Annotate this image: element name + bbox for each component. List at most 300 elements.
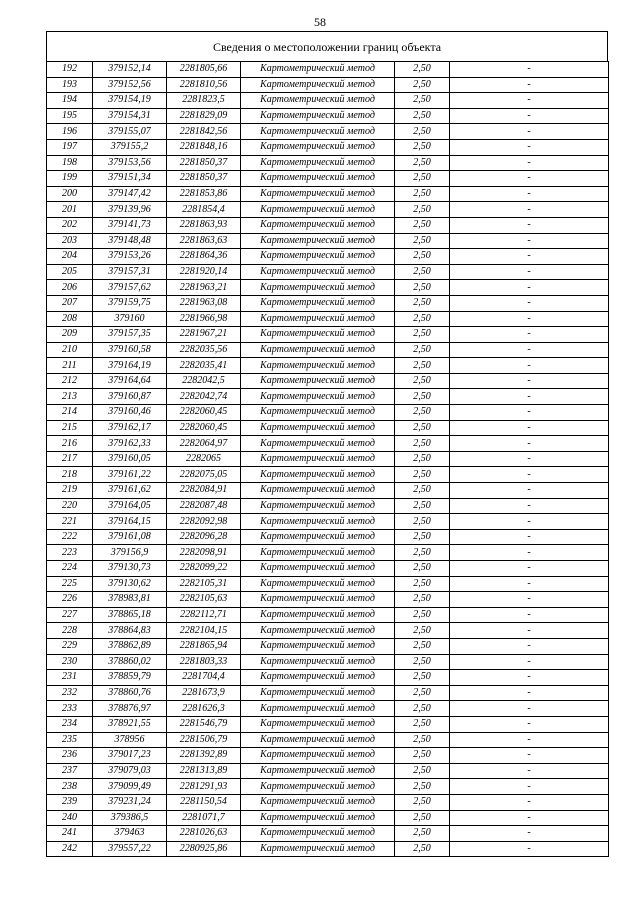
x-coordinate-cell: 379079,03 xyxy=(93,763,167,779)
description-cell: - xyxy=(450,342,609,358)
method-cell: Картометрический метод xyxy=(241,841,395,857)
method-cell: Картометрический метод xyxy=(241,623,395,639)
method-cell: Картометрический метод xyxy=(241,592,395,608)
accuracy-cell: 2,50 xyxy=(395,280,450,296)
accuracy-cell: 2,50 xyxy=(395,373,450,389)
accuracy-cell: 2,50 xyxy=(395,685,450,701)
accuracy-cell: 2,50 xyxy=(395,186,450,202)
y-coordinate-cell: 2281313,89 xyxy=(167,763,241,779)
table-row xyxy=(47,327,609,343)
table-row xyxy=(47,93,609,109)
point-number-cell: 217 xyxy=(47,451,93,467)
x-coordinate-cell: 379160,58 xyxy=(93,342,167,358)
accuracy-cell: 2,50 xyxy=(395,108,450,124)
x-coordinate-cell: 379160,87 xyxy=(93,389,167,405)
table-row xyxy=(47,420,609,436)
y-coordinate-cell: 2281863,63 xyxy=(167,233,241,249)
x-coordinate-cell: 379160,05 xyxy=(93,451,167,467)
x-coordinate-cell: 378983,81 xyxy=(93,592,167,608)
method-cell: Картометрический метод xyxy=(241,139,395,155)
description-cell: - xyxy=(450,654,609,670)
table-row xyxy=(47,545,609,561)
y-coordinate-cell: 2282042,74 xyxy=(167,389,241,405)
description-cell: - xyxy=(450,373,609,389)
point-number-cell: 207 xyxy=(47,295,93,311)
point-number-cell: 213 xyxy=(47,389,93,405)
x-coordinate-cell: 378864,83 xyxy=(93,623,167,639)
table-row xyxy=(47,638,609,654)
accuracy-cell: 2,50 xyxy=(395,670,450,686)
method-cell: Картометрический метод xyxy=(241,77,395,93)
point-number-cell: 196 xyxy=(47,124,93,140)
method-cell: Картометрический метод xyxy=(241,280,395,296)
point-number-cell: 241 xyxy=(47,826,93,842)
table-row xyxy=(47,295,609,311)
y-coordinate-cell: 2281626,3 xyxy=(167,701,241,717)
x-coordinate-cell: 378859,79 xyxy=(93,670,167,686)
point-number-cell: 222 xyxy=(47,529,93,545)
description-cell: - xyxy=(450,607,609,623)
description-cell: - xyxy=(450,561,609,577)
accuracy-cell: 2,50 xyxy=(395,327,450,343)
accuracy-cell: 2,50 xyxy=(395,763,450,779)
point-number-cell: 225 xyxy=(47,576,93,592)
table-row xyxy=(47,623,609,639)
description-cell: - xyxy=(450,483,609,499)
method-cell: Картометрический метод xyxy=(241,436,395,452)
y-coordinate-cell: 2281392,89 xyxy=(167,748,241,764)
method-cell: Картометрический метод xyxy=(241,342,395,358)
x-coordinate-cell: 379160,46 xyxy=(93,405,167,421)
x-coordinate-cell: 379164,05 xyxy=(93,498,167,514)
point-number-cell: 212 xyxy=(47,373,93,389)
table-row xyxy=(47,155,609,171)
description-cell: - xyxy=(450,763,609,779)
x-coordinate-cell: 378876,97 xyxy=(93,701,167,717)
point-number-cell: 223 xyxy=(47,545,93,561)
description-cell: - xyxy=(450,436,609,452)
accuracy-cell: 2,50 xyxy=(395,529,450,545)
description-cell: - xyxy=(450,701,609,717)
table-row xyxy=(47,779,609,795)
description-cell: - xyxy=(450,670,609,686)
x-coordinate-cell: 379463 xyxy=(93,826,167,842)
y-coordinate-cell: 2281854,4 xyxy=(167,202,241,218)
y-coordinate-cell: 2282064,97 xyxy=(167,436,241,452)
y-coordinate-cell: 2281546,79 xyxy=(167,716,241,732)
point-number-cell: 200 xyxy=(47,186,93,202)
point-number-cell: 239 xyxy=(47,794,93,810)
description-cell: - xyxy=(450,810,609,826)
method-cell: Картометрический метод xyxy=(241,420,395,436)
table-row xyxy=(47,451,609,467)
point-number-cell: 211 xyxy=(47,358,93,374)
description-cell: - xyxy=(450,249,609,265)
method-cell: Картометрический метод xyxy=(241,217,395,233)
method-cell: Картометрический метод xyxy=(241,716,395,732)
method-cell: Картометрический метод xyxy=(241,233,395,249)
y-coordinate-cell: 2282075,05 xyxy=(167,467,241,483)
accuracy-cell: 2,50 xyxy=(395,77,450,93)
x-coordinate-cell: 379231,24 xyxy=(93,794,167,810)
y-coordinate-cell: 2282099,22 xyxy=(167,561,241,577)
description-cell: - xyxy=(450,327,609,343)
section-title: Сведения о местоположении границ объекта xyxy=(46,31,608,61)
y-coordinate-cell: 2282087,48 xyxy=(167,498,241,514)
method-cell: Картометрический метод xyxy=(241,779,395,795)
table-row xyxy=(47,108,609,124)
point-number-cell: 235 xyxy=(47,732,93,748)
x-coordinate-cell: 379154,31 xyxy=(93,108,167,124)
accuracy-cell: 2,50 xyxy=(395,155,450,171)
accuracy-cell: 2,50 xyxy=(395,389,450,405)
method-cell: Картометрический метод xyxy=(241,498,395,514)
table-row xyxy=(47,576,609,592)
description-cell: - xyxy=(450,233,609,249)
accuracy-cell: 2,50 xyxy=(395,716,450,732)
description-cell: - xyxy=(450,638,609,654)
x-coordinate-cell: 378862,89 xyxy=(93,638,167,654)
y-coordinate-cell: 2280925,86 xyxy=(167,841,241,857)
point-number-cell: 204 xyxy=(47,249,93,265)
boundary-table-section xyxy=(46,31,608,857)
y-coordinate-cell: 2281829,09 xyxy=(167,108,241,124)
accuracy-cell: 2,50 xyxy=(395,810,450,826)
point-number-cell: 208 xyxy=(47,311,93,327)
accuracy-cell: 2,50 xyxy=(395,623,450,639)
table-row xyxy=(47,607,609,623)
point-number-cell: 192 xyxy=(47,62,93,78)
point-number-cell: 233 xyxy=(47,701,93,717)
y-coordinate-cell: 2281853,86 xyxy=(167,186,241,202)
description-cell: - xyxy=(450,420,609,436)
accuracy-cell: 2,50 xyxy=(395,202,450,218)
point-number-cell: 214 xyxy=(47,405,93,421)
table-row xyxy=(47,358,609,374)
x-coordinate-cell: 379154,19 xyxy=(93,93,167,109)
accuracy-cell: 2,50 xyxy=(395,498,450,514)
y-coordinate-cell: 2281850,37 xyxy=(167,171,241,187)
accuracy-cell: 2,50 xyxy=(395,483,450,499)
table-row xyxy=(47,405,609,421)
page-number: 58 xyxy=(314,15,326,29)
description-cell: - xyxy=(450,77,609,93)
accuracy-cell: 2,50 xyxy=(395,436,450,452)
accuracy-cell: 2,50 xyxy=(395,171,450,187)
method-cell: Картометрический метод xyxy=(241,295,395,311)
point-number-cell: 220 xyxy=(47,498,93,514)
point-number-cell: 198 xyxy=(47,155,93,171)
y-coordinate-cell: 2281850,37 xyxy=(167,155,241,171)
table-row xyxy=(47,139,609,155)
table-row xyxy=(47,514,609,530)
description-cell: - xyxy=(450,685,609,701)
accuracy-cell: 2,50 xyxy=(395,420,450,436)
table-row xyxy=(47,342,609,358)
method-cell: Картометрический метод xyxy=(241,264,395,280)
method-cell: Картометрический метод xyxy=(241,186,395,202)
description-cell: - xyxy=(450,467,609,483)
description-cell: - xyxy=(450,514,609,530)
y-coordinate-cell: 2281150,54 xyxy=(167,794,241,810)
x-coordinate-cell: 379159,75 xyxy=(93,295,167,311)
method-cell: Картометрический метод xyxy=(241,748,395,764)
method-cell: Картометрический метод xyxy=(241,638,395,654)
x-coordinate-cell: 379147,42 xyxy=(93,186,167,202)
accuracy-cell: 2,50 xyxy=(395,561,450,577)
point-number-cell: 232 xyxy=(47,685,93,701)
method-cell: Картометрический метод xyxy=(241,405,395,421)
x-coordinate-cell: 379164,64 xyxy=(93,373,167,389)
description-cell: - xyxy=(450,108,609,124)
y-coordinate-cell: 2281803,33 xyxy=(167,654,241,670)
x-coordinate-cell: 379155,2 xyxy=(93,139,167,155)
accuracy-cell: 2,50 xyxy=(395,779,450,795)
accuracy-cell: 2,50 xyxy=(395,217,450,233)
table-row xyxy=(47,389,609,405)
point-number-cell: 221 xyxy=(47,514,93,530)
description-cell: - xyxy=(450,748,609,764)
method-cell: Картометрический метод xyxy=(241,654,395,670)
table-row xyxy=(47,467,609,483)
table-row xyxy=(47,373,609,389)
method-cell: Картометрический метод xyxy=(241,311,395,327)
accuracy-cell: 2,50 xyxy=(395,826,450,842)
description-cell: - xyxy=(450,311,609,327)
method-cell: Картометрический метод xyxy=(241,529,395,545)
description-cell: - xyxy=(450,264,609,280)
method-cell: Картометрический метод xyxy=(241,124,395,140)
description-cell: - xyxy=(450,826,609,842)
y-coordinate-cell: 2281842,56 xyxy=(167,124,241,140)
accuracy-cell: 2,50 xyxy=(395,139,450,155)
point-number-cell: 231 xyxy=(47,670,93,686)
point-number-cell: 210 xyxy=(47,342,93,358)
accuracy-cell: 2,50 xyxy=(395,701,450,717)
x-coordinate-cell: 379155,07 xyxy=(93,124,167,140)
y-coordinate-cell: 2281704,4 xyxy=(167,670,241,686)
description-cell: - xyxy=(450,202,609,218)
method-cell: Картометрический метод xyxy=(241,327,395,343)
method-cell: Картометрический метод xyxy=(241,794,395,810)
y-coordinate-cell: 2282060,45 xyxy=(167,420,241,436)
description-cell: - xyxy=(450,124,609,140)
accuracy-cell: 2,50 xyxy=(395,451,450,467)
point-number-cell: 238 xyxy=(47,779,93,795)
method-cell: Картометрический метод xyxy=(241,467,395,483)
accuracy-cell: 2,50 xyxy=(395,124,450,140)
y-coordinate-cell: 2281506,79 xyxy=(167,732,241,748)
x-coordinate-cell: 378865,18 xyxy=(93,607,167,623)
table-row xyxy=(47,670,609,686)
method-cell: Картометрический метод xyxy=(241,810,395,826)
y-coordinate-cell: 2282084,91 xyxy=(167,483,241,499)
table-row xyxy=(47,732,609,748)
table-row xyxy=(47,77,609,93)
y-coordinate-cell: 2281291,93 xyxy=(167,779,241,795)
y-coordinate-cell: 2281963,08 xyxy=(167,295,241,311)
y-coordinate-cell: 2282096,28 xyxy=(167,529,241,545)
x-coordinate-cell: 379130,73 xyxy=(93,561,167,577)
table-row xyxy=(47,529,609,545)
table-row xyxy=(47,561,609,577)
table-row xyxy=(47,654,609,670)
point-number-cell: 226 xyxy=(47,592,93,608)
point-number-cell: 205 xyxy=(47,264,93,280)
x-coordinate-cell: 379157,62 xyxy=(93,280,167,296)
accuracy-cell: 2,50 xyxy=(395,638,450,654)
description-cell: - xyxy=(450,732,609,748)
accuracy-cell: 2,50 xyxy=(395,732,450,748)
point-number-cell: 229 xyxy=(47,638,93,654)
table-row xyxy=(47,280,609,296)
method-cell: Картометрический метод xyxy=(241,171,395,187)
point-number-cell: 242 xyxy=(47,841,93,857)
x-coordinate-cell: 379099,49 xyxy=(93,779,167,795)
description-cell: - xyxy=(450,389,609,405)
table-row xyxy=(47,716,609,732)
description-cell: - xyxy=(450,139,609,155)
x-coordinate-cell: 379148,48 xyxy=(93,233,167,249)
table-row xyxy=(47,826,609,842)
x-coordinate-cell: 379156,9 xyxy=(93,545,167,561)
y-coordinate-cell: 2282105,31 xyxy=(167,576,241,592)
point-number-cell: 218 xyxy=(47,467,93,483)
point-number-cell: 194 xyxy=(47,93,93,109)
x-coordinate-cell: 379161,08 xyxy=(93,529,167,545)
description-cell: - xyxy=(450,592,609,608)
accuracy-cell: 2,50 xyxy=(395,342,450,358)
point-number-cell: 230 xyxy=(47,654,93,670)
method-cell: Картометрический метод xyxy=(241,576,395,592)
accuracy-cell: 2,50 xyxy=(395,264,450,280)
point-number-cell: 228 xyxy=(47,623,93,639)
y-coordinate-cell: 2281864,36 xyxy=(167,249,241,265)
method-cell: Картометрический метод xyxy=(241,607,395,623)
x-coordinate-cell: 379153,56 xyxy=(93,155,167,171)
accuracy-cell: 2,50 xyxy=(395,233,450,249)
x-coordinate-cell: 379164,19 xyxy=(93,358,167,374)
x-coordinate-cell: 379130,62 xyxy=(93,576,167,592)
description-cell: - xyxy=(450,576,609,592)
method-cell: Картометрический метод xyxy=(241,451,395,467)
y-coordinate-cell: 2281967,21 xyxy=(167,327,241,343)
x-coordinate-cell: 379017,23 xyxy=(93,748,167,764)
method-cell: Картометрический метод xyxy=(241,155,395,171)
y-coordinate-cell: 2281071,7 xyxy=(167,810,241,826)
accuracy-cell: 2,50 xyxy=(395,514,450,530)
point-number-cell: 209 xyxy=(47,327,93,343)
method-cell: Картометрический метод xyxy=(241,561,395,577)
accuracy-cell: 2,50 xyxy=(395,794,450,810)
table-row xyxy=(47,810,609,826)
point-number-cell: 236 xyxy=(47,748,93,764)
table-row xyxy=(47,264,609,280)
accuracy-cell: 2,50 xyxy=(395,841,450,857)
accuracy-cell: 2,50 xyxy=(395,654,450,670)
accuracy-cell: 2,50 xyxy=(395,295,450,311)
description-cell: - xyxy=(450,529,609,545)
method-cell: Картометрический метод xyxy=(241,670,395,686)
point-number-cell: 195 xyxy=(47,108,93,124)
method-cell: Картометрический метод xyxy=(241,483,395,499)
y-coordinate-cell: 2281865,94 xyxy=(167,638,241,654)
method-cell: Картометрический метод xyxy=(241,202,395,218)
x-coordinate-cell: 379386,5 xyxy=(93,810,167,826)
method-cell: Картометрический метод xyxy=(241,514,395,530)
point-number-cell: 199 xyxy=(47,171,93,187)
method-cell: Картометрический метод xyxy=(241,701,395,717)
point-number-cell: 202 xyxy=(47,217,93,233)
accuracy-cell: 2,50 xyxy=(395,93,450,109)
method-cell: Картометрический метод xyxy=(241,93,395,109)
method-cell: Картометрический метод xyxy=(241,685,395,701)
x-coordinate-cell: 379161,22 xyxy=(93,467,167,483)
accuracy-cell: 2,50 xyxy=(395,62,450,78)
accuracy-cell: 2,50 xyxy=(395,607,450,623)
description-cell: - xyxy=(450,155,609,171)
y-coordinate-cell: 2281026,63 xyxy=(167,826,241,842)
method-cell: Картометрический метод xyxy=(241,373,395,389)
point-number-cell: 203 xyxy=(47,233,93,249)
description-cell: - xyxy=(450,295,609,311)
y-coordinate-cell: 2282098,91 xyxy=(167,545,241,561)
table-row xyxy=(47,217,609,233)
y-coordinate-cell: 2282035,41 xyxy=(167,358,241,374)
description-cell: - xyxy=(450,358,609,374)
table-row xyxy=(47,436,609,452)
y-coordinate-cell: 2281863,93 xyxy=(167,217,241,233)
method-cell: Картометрический метод xyxy=(241,732,395,748)
table-row xyxy=(47,748,609,764)
point-number-cell: 227 xyxy=(47,607,93,623)
x-coordinate-cell: 379164,15 xyxy=(93,514,167,530)
description-cell: - xyxy=(450,405,609,421)
description-cell: - xyxy=(450,716,609,732)
table-row xyxy=(47,233,609,249)
y-coordinate-cell: 2282092,98 xyxy=(167,514,241,530)
x-coordinate-cell: 378956 xyxy=(93,732,167,748)
table-row xyxy=(47,794,609,810)
point-number-cell: 219 xyxy=(47,483,93,499)
table-row xyxy=(47,202,609,218)
table-row xyxy=(47,592,609,608)
description-cell: - xyxy=(450,62,609,78)
point-number-cell: 206 xyxy=(47,280,93,296)
x-coordinate-cell: 379162,33 xyxy=(93,436,167,452)
description-cell: - xyxy=(450,623,609,639)
description-cell: - xyxy=(450,794,609,810)
method-cell: Картометрический метод xyxy=(241,389,395,405)
y-coordinate-cell: 2281848,16 xyxy=(167,139,241,155)
x-coordinate-cell: 379157,35 xyxy=(93,327,167,343)
table-row xyxy=(47,186,609,202)
table-row xyxy=(47,62,609,78)
accuracy-cell: 2,50 xyxy=(395,576,450,592)
x-coordinate-cell: 379161,62 xyxy=(93,483,167,499)
method-cell: Картометрический метод xyxy=(241,763,395,779)
table-body xyxy=(47,62,609,857)
accuracy-cell: 2,50 xyxy=(395,592,450,608)
method-cell: Картометрический метод xyxy=(241,108,395,124)
method-cell: Картометрический метод xyxy=(241,826,395,842)
x-coordinate-cell: 379152,14 xyxy=(93,62,167,78)
description-cell: - xyxy=(450,498,609,514)
x-coordinate-cell: 378921,55 xyxy=(93,716,167,732)
method-cell: Картометрический метод xyxy=(241,62,395,78)
point-number-cell: 215 xyxy=(47,420,93,436)
table-row xyxy=(47,763,609,779)
